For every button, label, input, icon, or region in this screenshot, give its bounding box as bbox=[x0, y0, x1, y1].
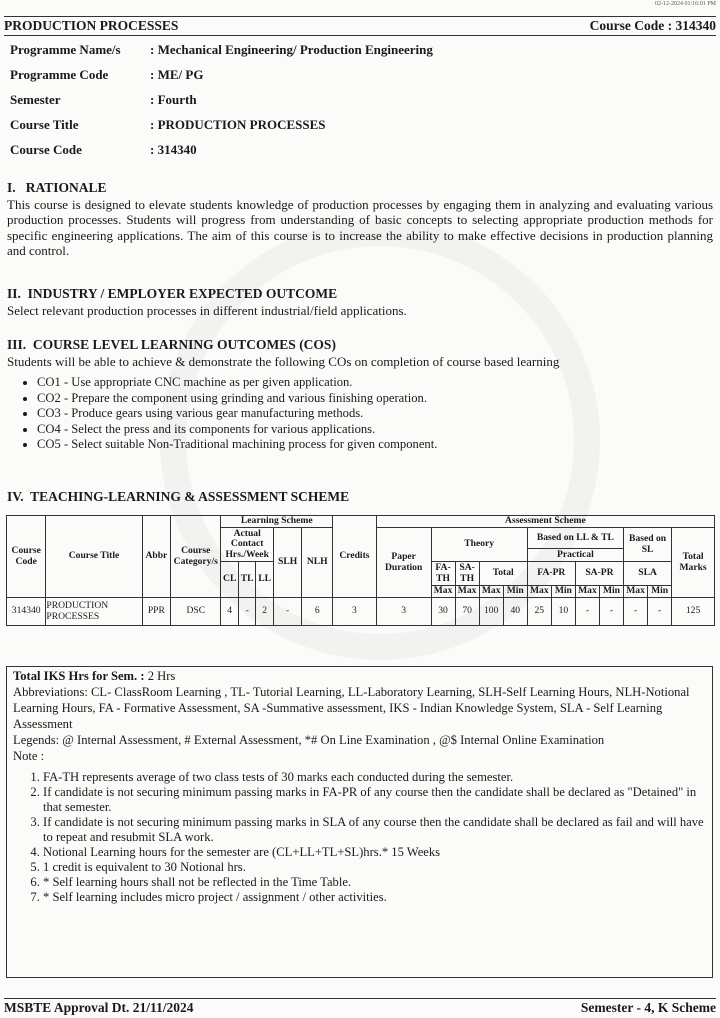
th-max: Max bbox=[527, 586, 551, 598]
th-min: Min bbox=[551, 586, 575, 598]
cell-tl: - bbox=[238, 598, 256, 626]
info-key: Programme Code bbox=[10, 67, 109, 82]
th-slh: SLH bbox=[273, 528, 301, 598]
th-learning-scheme: Learning Scheme bbox=[221, 516, 333, 528]
th-sa-th: SA-TH bbox=[455, 562, 479, 586]
th-course-code: Course Code bbox=[7, 516, 46, 598]
note-item: 5. 1 credit is equivalent to 30 Notional hrs. bbox=[43, 860, 706, 875]
cell-paper: 3 bbox=[376, 598, 431, 626]
th-abbr: Abbr bbox=[142, 516, 170, 598]
co-item: • CO1 - Use appropriate CNC machine as per given application. bbox=[37, 375, 713, 391]
note-item: 6. * Self learning hours shall not be reflected in the Time Table. bbox=[43, 875, 706, 890]
th-max: Max bbox=[455, 586, 479, 598]
th-min: Min bbox=[599, 586, 623, 598]
co-item: • CO3 - Produce gears using various gear manufacturing methods. bbox=[37, 406, 713, 422]
cell-fapr-min: 10 bbox=[551, 598, 575, 626]
scheme-section bbox=[7, 489, 713, 506]
footer-approval: MSBTE Approval Dt. 21/11/2024 bbox=[4, 1000, 194, 1015]
info-key: Semester bbox=[10, 92, 61, 107]
abbreviations: Abbreviations: CL- ClassRoom Learning , TL- Tutorial Learning, LL-Laboratory Learning, SLH-Self Learning Hours, NLH-Notional Learning Hours, FA - Formative Assessment, SA -Summative assessment, IKS - Indian Knowledge System, SLA - Self Learning Assessment bbox=[13, 685, 690, 731]
th-max: Max bbox=[431, 586, 455, 598]
th-ll: LL bbox=[256, 562, 274, 598]
cell-code: 314340 bbox=[7, 598, 46, 626]
cell-sath-max: 70 bbox=[455, 598, 479, 626]
cell-sla-max: - bbox=[624, 598, 648, 626]
th-max: Max bbox=[575, 586, 599, 598]
cos-intro: Students will be able to achieve & demonstrate the following COs on completion of course based learning bbox=[7, 353, 560, 369]
co-item: • CO5 - Select suitable Non-Traditional machining process for given component. bbox=[37, 437, 713, 453]
cell-ll: 2 bbox=[256, 598, 274, 626]
note-item: 3. If candidate is not securing minimum passing marks in SLA of any course then the candidate shall be declared as fail and will have to repeat and resubmit SLA work. bbox=[43, 815, 706, 845]
info-value: : PRODUCTION PROCESSES bbox=[150, 117, 326, 132]
info-key: Course Title bbox=[10, 117, 79, 132]
iks-value: 2 Hrs bbox=[147, 669, 176, 683]
page-footer bbox=[4, 998, 716, 1017]
th-assessment-scheme: Assessment Scheme bbox=[376, 516, 714, 528]
footer-semester: Semester - 4, K Scheme bbox=[580, 1000, 716, 1015]
cell-credits: 3 bbox=[333, 598, 377, 626]
co-item: • CO2 - Prepare the component using grinding and various finishing operation. bbox=[37, 391, 713, 407]
th-category: Course Category/s bbox=[171, 516, 221, 598]
th-tl: TL bbox=[238, 562, 256, 598]
table-row bbox=[7, 598, 715, 626]
th-max: Max bbox=[479, 586, 503, 598]
note-label: Note : bbox=[13, 749, 45, 763]
cell-sapr-min: - bbox=[599, 598, 623, 626]
info-value: : 314340 bbox=[150, 142, 197, 157]
th-total: Total bbox=[479, 562, 527, 586]
rationale-section bbox=[7, 180, 713, 259]
iks-line bbox=[13, 668, 706, 684]
th-based-ll-tl: Based on LL & TL bbox=[527, 528, 623, 549]
industry-section bbox=[7, 286, 713, 318]
th-min: Min bbox=[503, 586, 527, 598]
co-item: • CO4 - Select the press and its components for various applications. bbox=[37, 422, 713, 438]
cos-heading: III. COURSE LEVEL LEARNING OUTCOMES (COS) bbox=[7, 337, 336, 352]
scheme-heading: IV. TEACHING-LEARNING & ASSESSMENT SCHEME bbox=[7, 489, 350, 504]
iks-label: Total IKS Hrs for Sem. : bbox=[13, 669, 145, 683]
th-practical: Practical bbox=[527, 549, 623, 562]
print-timestamp: 02-12-2024 01:16:01 PM bbox=[654, 1, 716, 7]
info-key: Course Code bbox=[10, 142, 82, 157]
cell-total-marks: 125 bbox=[672, 598, 715, 626]
cell-slh: - bbox=[273, 598, 301, 626]
cell-sapr-max: - bbox=[575, 598, 599, 626]
cell-abbr: PPR bbox=[142, 598, 170, 626]
industry-text: Select relevant production processes in different industrial/field applications. bbox=[7, 302, 407, 318]
cell-fapr-max: 25 bbox=[527, 598, 551, 626]
th-fa-pr: FA-PR bbox=[527, 562, 575, 586]
th-course-title: Course Title bbox=[46, 516, 142, 598]
cell-sla-min: - bbox=[648, 598, 672, 626]
course-info bbox=[10, 42, 433, 167]
cos-section bbox=[7, 337, 713, 453]
th-sa-pr: SA-PR bbox=[575, 562, 623, 586]
industry-heading: II. INDUSTRY / EMPLOYER EXPECTED OUTCOME bbox=[7, 286, 338, 301]
th-actual-contact: Actual Contact Hrs./Week bbox=[221, 528, 274, 562]
cell-cl: 4 bbox=[221, 598, 239, 626]
info-row bbox=[10, 42, 433, 67]
cell-total-min: 40 bbox=[503, 598, 527, 626]
note-item: 2. If candidate is not securing minimum passing marks in FA-PR of any course then the candidate shall be declared as "Detained" in that semester. bbox=[43, 785, 706, 815]
info-row bbox=[10, 142, 433, 167]
cell-fath-max: 30 bbox=[431, 598, 455, 626]
note-item: 4. Notional Learning hours for the semester are (CL+LL+TL+SL)hrs.* 15 Weeks bbox=[43, 845, 706, 860]
th-nlh: NLH bbox=[302, 528, 333, 598]
info-value: : ME/ PG bbox=[150, 67, 204, 82]
info-row bbox=[10, 67, 433, 92]
legends: Legends: @ Internal Assessment, # External Assessment, *# On Line Examination , @$ Internal Online Examination bbox=[13, 733, 605, 747]
th-min: Min bbox=[648, 586, 672, 598]
th-total-marks: Total Marks bbox=[672, 528, 715, 598]
th-credits: Credits bbox=[333, 516, 377, 598]
info-key: Programme Name/s bbox=[10, 42, 121, 57]
cell-title: PRODUCTION PROCESSES bbox=[46, 598, 142, 626]
scheme-table bbox=[6, 515, 715, 626]
notes-box bbox=[6, 666, 713, 978]
th-cl: CL bbox=[221, 562, 239, 598]
notes-list bbox=[13, 770, 706, 905]
cell-category: DSC bbox=[171, 598, 221, 626]
info-value: : Mechanical Engineering/ Production Engineering bbox=[150, 42, 433, 57]
cos-list bbox=[7, 375, 713, 453]
rationale-text: This course is designed to elevate students knowledge of production processes by engaging them in analyzing and evaluating various production processes. Students will progress from understanding of basic concepts to selecting appropriate production methods for specific engineering applications. The aim of this course is to increase the ability to make effective decisions in production planning and control. bbox=[7, 196, 713, 258]
page-header bbox=[4, 16, 716, 36]
th-max: Max bbox=[624, 586, 648, 598]
note-item: 1. FA-TH represents average of two class tests of 30 marks each conducted during the semester. bbox=[43, 770, 706, 785]
rationale-heading: I. RATIONALE bbox=[7, 180, 107, 195]
th-sla: SLA bbox=[624, 562, 672, 586]
th-fa-th: FA-TH bbox=[431, 562, 455, 586]
note-item: 7. * Self learning includes micro project / assignment / other activities. bbox=[43, 890, 706, 905]
info-row bbox=[10, 117, 433, 142]
cell-nlh: 6 bbox=[302, 598, 333, 626]
cell-total-max: 100 bbox=[479, 598, 503, 626]
header-course-code: Course Code : 314340 bbox=[589, 18, 716, 33]
info-row bbox=[10, 92, 433, 117]
th-based-sl: Based on SL bbox=[624, 528, 672, 562]
info-value: : Fourth bbox=[150, 92, 197, 107]
header-title: PRODUCTION PROCESSES bbox=[4, 18, 179, 33]
th-theory: Theory bbox=[431, 528, 527, 562]
th-paper-duration: Paper Duration bbox=[376, 528, 431, 598]
